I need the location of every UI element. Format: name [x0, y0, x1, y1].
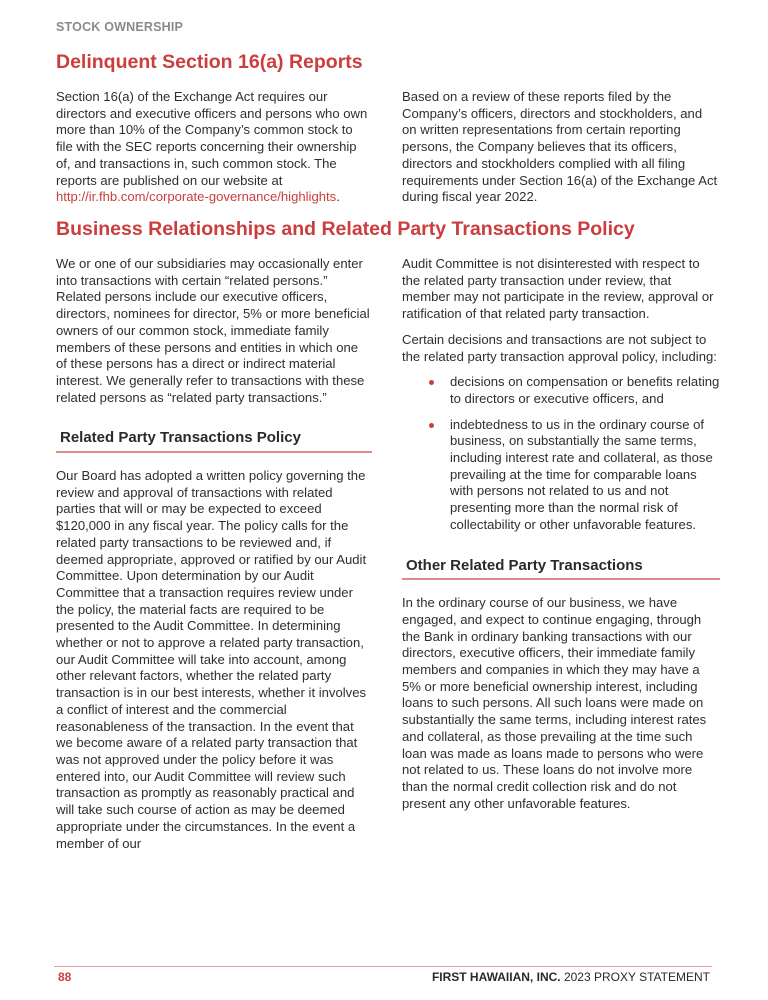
- page-number: 88: [58, 970, 72, 984]
- delinquent-right-paragraph: Based on a review of these reports filed by the Company’s officers, directors and stockholders, and on written representations from certain reporting persons, the Company believes that its officers, directors and stockholders complied with all filing requirements under Section 16(a) of the Exchange Act during fiscal year 2022.: [402, 89, 718, 205]
- continued-paragraph: Audit Committee is not disinterested with respect to the related party transaction under review, that member may not participate in the review, approval or ratification of that related party transaction.: [402, 256, 714, 322]
- section-label: STOCK OWNERSHIP: [56, 20, 184, 34]
- other-related-party-paragraph: In the ordinary course of our business, we have engaged, and expect to continue engaging, through the Bank in ordinary banking transactions with our directors, executive officers, their immediate family members and companies in which they may have a 5% or more beneficial ownership interest, including loans to such persons. All such loans were made on substantially the same terms, including interest rates and collateral, as those prevailing at the time such loan was made as loans made to persons who were not related to us. These loans do not involve more than the normal credit collection risk and do not present any other unfavorable features.: [402, 595, 707, 811]
- delinquent-left-text: Section 16(a) of the Exchange Act requires our directors and executive officers and persons who own more than 10% of the Company’s common stock to file with the SEC reports concerning their ownership of, and transactions in, such common stock. The reports are published on our website at: [56, 89, 368, 188]
- bullet-icon: [429, 423, 434, 428]
- footer-doc-title: 2023 PROXY STATEMENT: [560, 970, 710, 984]
- footer-divider: [54, 966, 712, 967]
- delinquent-left-column: [56, 89, 372, 215]
- footer-company: FIRST HAWAIIAN, INC.: [431, 970, 561, 984]
- bullet-text: decisions on compensation or benefits relating to directors or executive officers, and: [450, 374, 720, 406]
- business-relationships-title: Business Relationships and Related Party Transactions Policy: [56, 218, 635, 240]
- exemptions-intro: Certain decisions and transactions are not subject to the related party transaction approval policy, including:: [402, 331, 717, 364]
- delinquent-left-paragraph: [56, 89, 372, 206]
- link-suffix: .: [336, 189, 340, 205]
- exemptions-list: [402, 374, 720, 533]
- bullet-icon: [429, 380, 434, 385]
- governance-link[interactable]: http://ir.fhb.com/corporate-governance/highlights: [56, 189, 337, 205]
- delinquent-reports-title: Delinquent Section 16(a) Reports: [56, 51, 363, 73]
- related-party-policy-paragraph: Our Board has adopted a written policy governing the review and approval of transactions with related parties that will or may be expected to exceed $120,000 in any fiscal year. The policy calls for the related party transactions to be reviewed and, if deemed appropriate, approved or ratified by our Audit Committee. Upon determination by our Audit Committee that a transaction requires review under the policy, the material facts are required to be presented to the Audit Committee. In determining whether or not to approve a related party transaction, our Audit Committee will take into account, among other relevant factors, whether the related party transaction is in our best interests, whether it involves a conflict of interest and the commercial reasonableness of the transaction. In the event that we become aware of a related party transaction that was not approved under the policy before it was entered into, our Audit Committee will review such transaction as promptly as reasonably practical and will take such course of action as may be deemed appropriate under the circumstances. In the event a member of our: [56, 468, 367, 851]
- other-related-party-heading: Other Related Party Transactions: [402, 558, 720, 581]
- list-item: [402, 374, 720, 407]
- list-item: [402, 417, 720, 534]
- business-left-column: [56, 256, 372, 861]
- related-party-policy-heading: Related Party Transactions Policy: [56, 430, 372, 453]
- business-right-column: [402, 256, 720, 821]
- business-intro-paragraph: We or one of our subsidiaries may occasionally enter into transactions with certain “related persons.” Related persons include our executive officers, directors, nominees for director, 5% or more beneficial owners of our common stock, immediate family members of these persons and entities in which one of these persons has a direct or indirect material interest. We generally refer to transactions with these related persons as “related party transactions.”: [56, 256, 370, 405]
- delinquent-right-column: [402, 89, 720, 215]
- bullet-text: indebtedness to us in the ordinary course of business, on substantially the same terms, including interest rate and collateral, as those prevailing at the time for comparable loans with persons not related to us and not presenting more than the normal risk of collectability or other unfavorable features.: [450, 416, 713, 532]
- footer-title: [432, 970, 710, 984]
